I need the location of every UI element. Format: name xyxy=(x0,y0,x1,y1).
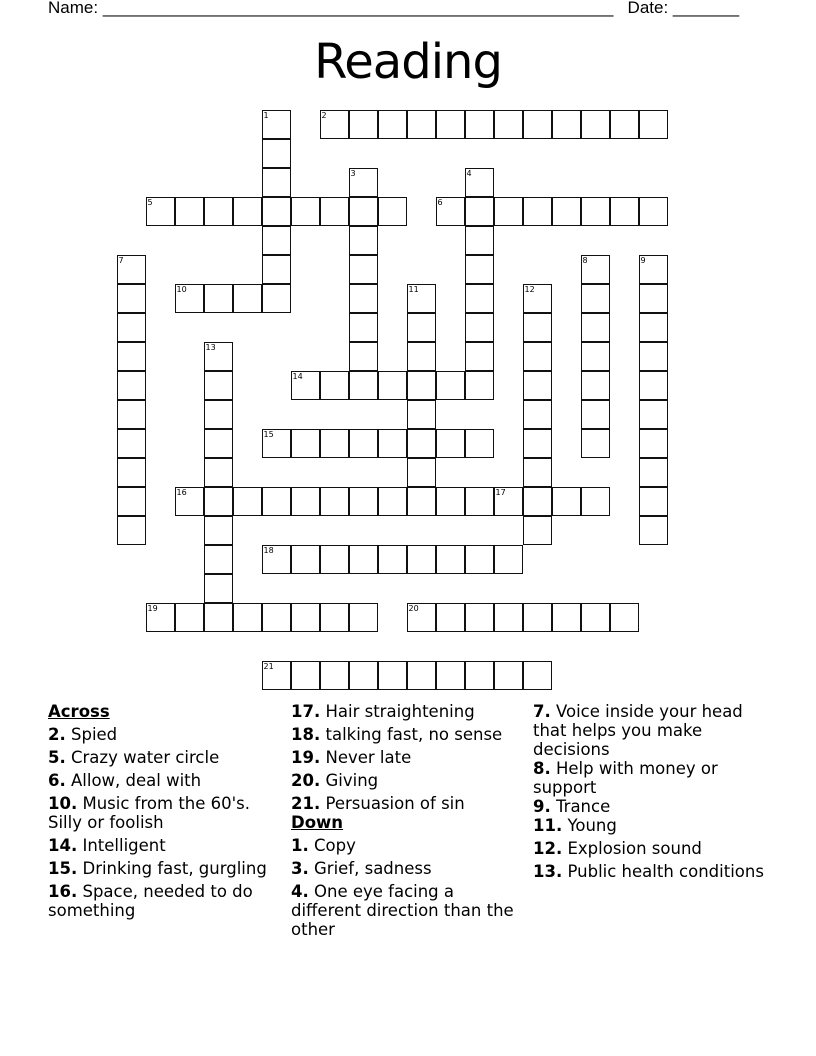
date-label: Date: xyxy=(627,0,669,17)
grid-cell[interactable] xyxy=(349,487,378,516)
grid-cell[interactable] xyxy=(639,255,668,284)
grid-cell[interactable] xyxy=(523,458,552,487)
grid-cell[interactable] xyxy=(204,400,233,429)
clue-across-5 xyxy=(48,748,280,767)
clue-number-label: 20 xyxy=(408,603,419,613)
grid-cell[interactable] xyxy=(291,197,320,226)
clue-down-9 xyxy=(533,797,773,816)
grid-cell[interactable] xyxy=(639,284,668,313)
grid-cell[interactable] xyxy=(117,313,146,342)
grid-cell[interactable] xyxy=(436,661,465,690)
clue-across-14 xyxy=(48,836,280,855)
clue-number: 19. xyxy=(291,748,321,767)
clue-number-label: 7 xyxy=(118,255,124,265)
grid-cell[interactable] xyxy=(552,197,581,226)
grid-cell[interactable] xyxy=(581,603,610,632)
grid-cell[interactable] xyxy=(523,661,552,690)
grid-cell[interactable] xyxy=(204,516,233,545)
grid-cell[interactable] xyxy=(378,110,407,139)
clues-column-1 xyxy=(48,702,280,924)
grid-cell[interactable] xyxy=(175,284,204,313)
grid-cell[interactable] xyxy=(407,371,436,400)
grid-cell[interactable] xyxy=(117,429,146,458)
grid-cell[interactable] xyxy=(262,197,291,226)
grid-cell[interactable] xyxy=(639,197,668,226)
clue-number-label: 19 xyxy=(147,603,158,613)
grid-cell[interactable] xyxy=(581,371,610,400)
grid-cell[interactable] xyxy=(291,487,320,516)
clue-text: Hair straightening xyxy=(325,702,475,721)
grid-cell[interactable] xyxy=(407,545,436,574)
grid-cell[interactable] xyxy=(610,603,639,632)
grid-cell[interactable] xyxy=(175,603,204,632)
grid-cell[interactable] xyxy=(262,255,291,284)
clue-text: Help with money or support xyxy=(533,759,718,797)
clue-number: 15. xyxy=(48,859,78,878)
clue-number-label: 5 xyxy=(147,197,153,207)
grid-cell[interactable] xyxy=(523,197,552,226)
grid-cell[interactable] xyxy=(552,110,581,139)
name-label: Name: xyxy=(48,0,99,17)
grid-cell[interactable] xyxy=(494,545,523,574)
clue-across-2 xyxy=(48,725,280,744)
grid-cell[interactable] xyxy=(291,661,320,690)
grid-cell[interactable] xyxy=(204,603,233,632)
clue-down-12 xyxy=(533,839,773,858)
grid-cell[interactable] xyxy=(465,313,494,342)
clue-number: 18. xyxy=(291,725,321,744)
grid-cell[interactable] xyxy=(378,545,407,574)
grid-cell[interactable] xyxy=(407,661,436,690)
clue-text: Explosion sound xyxy=(567,839,702,858)
grid-cell[interactable] xyxy=(204,284,233,313)
grid-cell[interactable] xyxy=(639,458,668,487)
clue-number: 12. xyxy=(533,839,563,858)
clue-text: Never late xyxy=(325,748,412,767)
grid-cell[interactable] xyxy=(581,284,610,313)
grid-cell[interactable] xyxy=(407,110,436,139)
grid-cell[interactable] xyxy=(407,603,436,632)
grid-cell[interactable] xyxy=(175,487,204,516)
clue-text: Spied xyxy=(71,725,118,744)
grid-cell[interactable] xyxy=(523,603,552,632)
clue-number-label: 12 xyxy=(524,284,535,294)
clue-number: 6. xyxy=(48,771,66,790)
grid-cell[interactable] xyxy=(639,342,668,371)
grid-cell[interactable] xyxy=(523,400,552,429)
grid-cell[interactable] xyxy=(552,603,581,632)
grid-cell[interactable] xyxy=(117,400,146,429)
grid-cell[interactable] xyxy=(581,110,610,139)
clue-text: Crazy water circle xyxy=(71,748,220,767)
clue-text: Space, needed to do something xyxy=(48,882,253,920)
grid-cell[interactable] xyxy=(262,429,291,458)
grid-cell[interactable] xyxy=(407,429,436,458)
grid-cell[interactable] xyxy=(349,197,378,226)
grid-cell[interactable] xyxy=(349,110,378,139)
grid-cell[interactable] xyxy=(117,255,146,284)
grid-cell[interactable] xyxy=(117,458,146,487)
clue-across-10 xyxy=(48,794,280,832)
grid-cell[interactable] xyxy=(581,255,610,284)
clue-text: Grief, sadness xyxy=(314,859,432,878)
grid-cell[interactable] xyxy=(233,197,262,226)
grid-cell[interactable] xyxy=(581,429,610,458)
grid-cell[interactable] xyxy=(320,197,349,226)
clue-number-label: 6 xyxy=(437,197,443,207)
grid-cell[interactable] xyxy=(407,313,436,342)
clue-text: Drinking fast, gurgling xyxy=(82,859,267,878)
grid-cell[interactable] xyxy=(117,342,146,371)
grid-cell[interactable] xyxy=(639,371,668,400)
grid-cell[interactable] xyxy=(320,487,349,516)
grid-cell[interactable] xyxy=(233,603,262,632)
clue-number: 11. xyxy=(533,816,563,835)
grid-cell[interactable] xyxy=(117,516,146,545)
clue-number-label: 1 xyxy=(263,110,269,120)
grid-cell[interactable] xyxy=(465,197,494,226)
name-field[interactable]: ______________________________________________________ xyxy=(102,0,614,17)
grid-cell[interactable] xyxy=(436,603,465,632)
grid-cell[interactable] xyxy=(204,574,233,603)
grid-cell[interactable] xyxy=(639,516,668,545)
grid-cell[interactable] xyxy=(320,110,349,139)
clue-across-16 xyxy=(48,882,280,920)
clue-text: Giving xyxy=(325,771,379,790)
grid-cell[interactable] xyxy=(581,487,610,516)
grid-cell[interactable] xyxy=(610,110,639,139)
grid-cell[interactable] xyxy=(349,284,378,313)
grid-cell[interactable] xyxy=(204,197,233,226)
page-title: Reading xyxy=(314,34,502,90)
clue-text: Copy xyxy=(314,836,356,855)
clue-number: 10. xyxy=(48,794,78,813)
grid-cell[interactable] xyxy=(639,487,668,516)
clue-across-19 xyxy=(291,748,526,767)
clue-text: Persuasion of sin xyxy=(325,794,465,813)
grid-cell[interactable] xyxy=(581,400,610,429)
clue-number: 13. xyxy=(533,862,563,881)
grid-cell[interactable] xyxy=(320,603,349,632)
grid-cell[interactable] xyxy=(349,429,378,458)
grid-cell[interactable] xyxy=(262,110,291,139)
grid-cell[interactable] xyxy=(465,371,494,400)
clue-number-label: 13 xyxy=(205,342,216,352)
clue-number-label: 2 xyxy=(321,110,327,120)
grid-cell[interactable] xyxy=(436,110,465,139)
grid-cell[interactable] xyxy=(581,342,610,371)
clues-column-2 xyxy=(291,702,526,943)
grid-cell[interactable] xyxy=(407,458,436,487)
grid-cell[interactable] xyxy=(262,139,291,168)
grid-cell[interactable] xyxy=(436,197,465,226)
grid-cell[interactable] xyxy=(494,661,523,690)
grid-cell[interactable] xyxy=(407,284,436,313)
clue-text: Intelligent xyxy=(82,836,166,855)
clue-text: Allow, deal with xyxy=(71,771,202,790)
grid-cell[interactable] xyxy=(204,342,233,371)
grid-cell[interactable] xyxy=(378,197,407,226)
clue-number: 8. xyxy=(533,759,551,778)
clue-number: 20. xyxy=(291,771,321,790)
grid-cell[interactable] xyxy=(465,226,494,255)
grid-cell[interactable] xyxy=(291,545,320,574)
clue-number: 17. xyxy=(291,702,321,721)
grid-cell[interactable] xyxy=(349,661,378,690)
clue-number-label: 3 xyxy=(350,168,356,178)
clue-across-15 xyxy=(48,859,280,878)
grid-cell[interactable] xyxy=(291,429,320,458)
grid-cell[interactable] xyxy=(262,284,291,313)
clue-down-3 xyxy=(291,859,526,878)
grid-cell[interactable] xyxy=(465,284,494,313)
grid-cell[interactable] xyxy=(465,429,494,458)
grid-cell[interactable] xyxy=(523,516,552,545)
grid-cell[interactable] xyxy=(349,603,378,632)
clue-text: Trance xyxy=(556,797,611,816)
grid-cell[interactable] xyxy=(465,342,494,371)
grid-cell[interactable] xyxy=(436,545,465,574)
grid-cell[interactable] xyxy=(639,400,668,429)
clue-number-label: 16 xyxy=(176,487,187,497)
clue-down-11 xyxy=(533,816,773,835)
clue-text: One eye facing a different direction than the other xyxy=(291,882,514,939)
grid-cell[interactable] xyxy=(117,371,146,400)
grid-cell[interactable] xyxy=(639,110,668,139)
grid-cell[interactable] xyxy=(204,545,233,574)
grid-cell[interactable] xyxy=(320,545,349,574)
grid-cell[interactable] xyxy=(494,487,523,516)
clue-across-6 xyxy=(48,771,280,790)
grid-cell[interactable] xyxy=(494,603,523,632)
across-header: Across xyxy=(48,702,110,721)
clue-number-label: 14 xyxy=(292,371,303,381)
grid-cell[interactable] xyxy=(204,458,233,487)
clue-across-21 xyxy=(291,794,526,813)
grid-cell[interactable] xyxy=(523,429,552,458)
clue-number: 21. xyxy=(291,794,321,813)
clue-number-label: 17 xyxy=(495,487,506,497)
grid-cell[interactable] xyxy=(233,487,262,516)
clue-number-label: 18 xyxy=(263,545,274,555)
clue-number-label: 8 xyxy=(582,255,588,265)
grid-cell[interactable] xyxy=(523,371,552,400)
grid-cell[interactable] xyxy=(175,197,204,226)
clues-column-3 xyxy=(533,702,773,885)
grid-cell[interactable] xyxy=(262,545,291,574)
clue-across-17 xyxy=(291,702,526,721)
grid-cell[interactable] xyxy=(581,197,610,226)
grid-cell[interactable] xyxy=(320,661,349,690)
clue-number: 1. xyxy=(291,836,309,855)
grid-cell[interactable] xyxy=(320,429,349,458)
grid-cell[interactable] xyxy=(117,284,146,313)
grid-cell[interactable] xyxy=(639,429,668,458)
grid-cell[interactable] xyxy=(233,284,262,313)
grid-cell[interactable] xyxy=(465,603,494,632)
clue-down-8 xyxy=(533,759,773,797)
clue-number: 14. xyxy=(48,836,78,855)
clue-down-13 xyxy=(533,862,773,881)
clue-number: 2. xyxy=(48,725,66,744)
grid-cell[interactable] xyxy=(146,197,175,226)
grid-cell[interactable] xyxy=(378,371,407,400)
grid-cell[interactable] xyxy=(349,255,378,284)
clue-number-label: 10 xyxy=(176,284,187,294)
clue-text: Music from the 60's. Silly or foolish xyxy=(48,794,251,832)
clue-number: 7. xyxy=(533,702,551,721)
clue-across-20 xyxy=(291,771,526,790)
grid-cell[interactable] xyxy=(523,342,552,371)
grid-cell[interactable] xyxy=(436,487,465,516)
grid-cell[interactable] xyxy=(639,313,668,342)
grid-cell[interactable] xyxy=(262,487,291,516)
clue-number-label: 11 xyxy=(408,284,419,294)
grid-cell[interactable] xyxy=(262,603,291,632)
grid-cell[interactable] xyxy=(378,429,407,458)
clue-number-label: 9 xyxy=(640,255,646,265)
grid-cell[interactable] xyxy=(146,603,175,632)
grid-cell[interactable] xyxy=(523,313,552,342)
grid-cell[interactable] xyxy=(465,487,494,516)
grid-cell[interactable] xyxy=(552,487,581,516)
grid-cell[interactable] xyxy=(378,487,407,516)
grid-cell[interactable] xyxy=(378,661,407,690)
grid-cell[interactable] xyxy=(407,487,436,516)
down-header: Down xyxy=(291,813,344,832)
grid-cell[interactable] xyxy=(204,487,233,516)
grid-cell[interactable] xyxy=(610,197,639,226)
grid-cell[interactable] xyxy=(262,226,291,255)
clue-down-1 xyxy=(291,836,526,855)
clue-down-7 xyxy=(533,702,773,759)
clue-text: talking fast, no sense xyxy=(325,725,503,744)
date-field[interactable]: _______ xyxy=(672,0,740,17)
clue-down-4 xyxy=(291,882,526,939)
grid-cell[interactable] xyxy=(465,168,494,197)
grid-cell[interactable] xyxy=(523,110,552,139)
grid-cell[interactable] xyxy=(465,661,494,690)
grid-cell[interactable] xyxy=(349,545,378,574)
grid-cell[interactable] xyxy=(494,110,523,139)
grid-cell[interactable] xyxy=(349,168,378,197)
grid-cell[interactable] xyxy=(117,487,146,516)
clue-text: Public health conditions xyxy=(567,862,764,881)
clue-number: 16. xyxy=(48,882,78,901)
clue-number: 3. xyxy=(291,859,309,878)
clue-number: 4. xyxy=(291,882,309,901)
grid-cell[interactable] xyxy=(262,168,291,197)
clue-number: 5. xyxy=(48,748,66,767)
clue-number-label: 4 xyxy=(466,168,472,178)
grid-cell[interactable] xyxy=(262,661,291,690)
clue-number-label: 15 xyxy=(263,429,274,439)
clue-number-label: 21 xyxy=(263,661,274,671)
grid-cell[interactable] xyxy=(523,284,552,313)
grid-cell[interactable] xyxy=(436,371,465,400)
grid-cell[interactable] xyxy=(494,197,523,226)
grid-cell[interactable] xyxy=(436,429,465,458)
grid-cell[interactable] xyxy=(465,545,494,574)
grid-cell[interactable] xyxy=(204,371,233,400)
grid-cell[interactable] xyxy=(349,313,378,342)
grid-cell[interactable] xyxy=(204,429,233,458)
grid-cell[interactable] xyxy=(349,371,378,400)
clue-text: Young xyxy=(567,816,617,835)
grid-cell[interactable] xyxy=(320,371,349,400)
clue-number: 9. xyxy=(533,797,551,816)
grid-cell[interactable] xyxy=(523,487,552,516)
grid-cell[interactable] xyxy=(581,313,610,342)
grid-cell[interactable] xyxy=(465,110,494,139)
grid-cell[interactable] xyxy=(349,342,378,371)
clue-text: Voice inside your head that helps you make decisions xyxy=(533,702,743,759)
grid-cell[interactable] xyxy=(407,400,436,429)
grid-cell[interactable] xyxy=(465,255,494,284)
clue-across-18 xyxy=(291,725,526,744)
grid-cell[interactable] xyxy=(407,342,436,371)
grid-cell[interactable] xyxy=(291,371,320,400)
grid-cell[interactable] xyxy=(291,603,320,632)
grid-cell[interactable] xyxy=(349,226,378,255)
